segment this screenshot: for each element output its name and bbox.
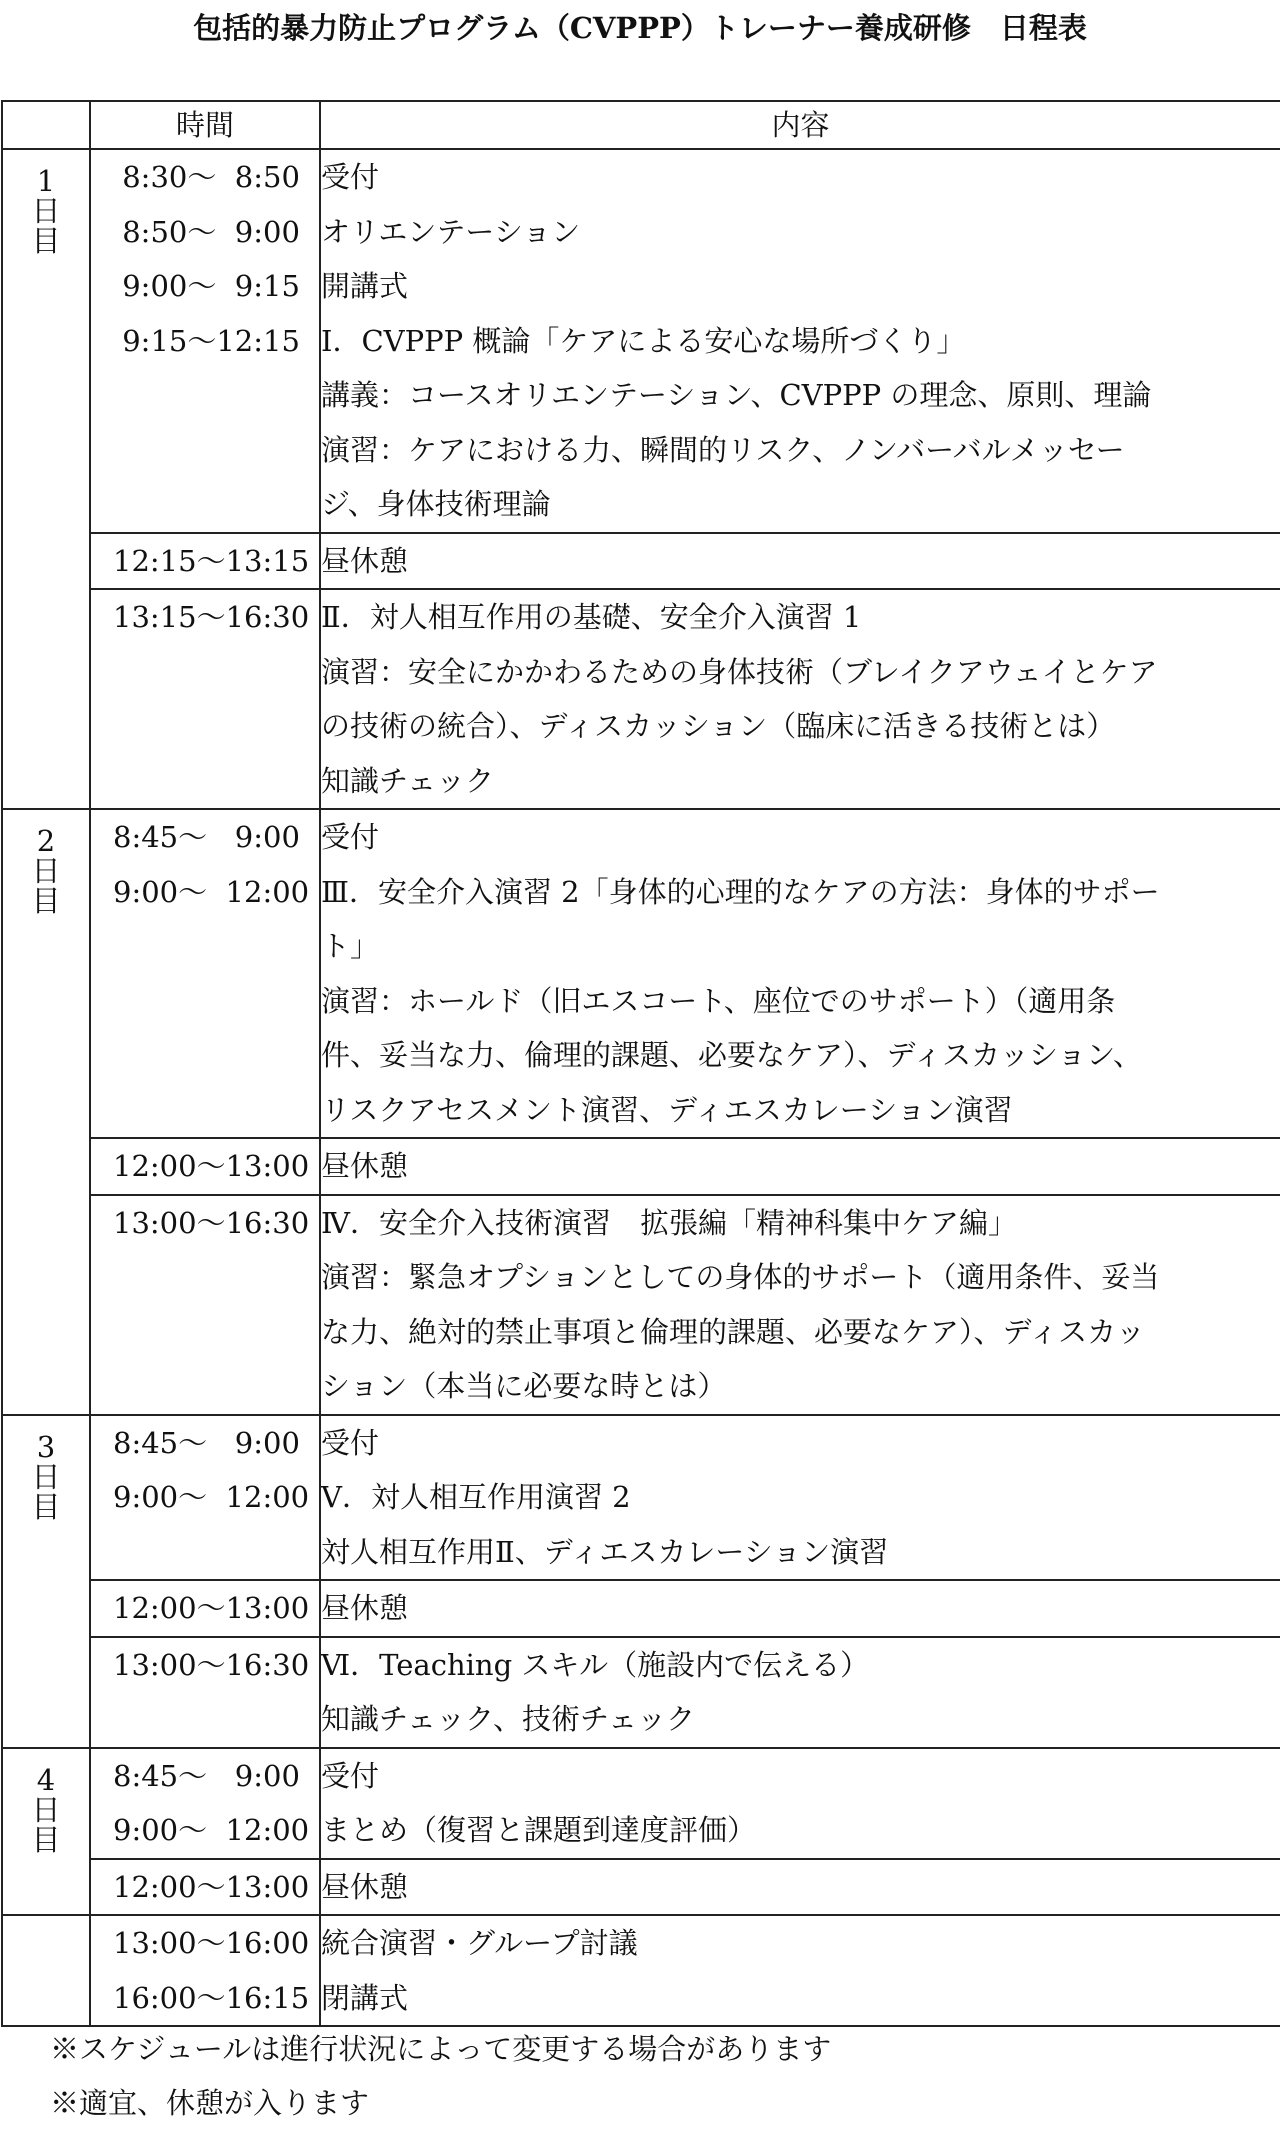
time-slot: 12:00〜13:00 (113, 1591, 310, 1625)
time-cell (90, 1637, 320, 1748)
content-line: 対人相互作用Ⅱ、ディエスカレーション演習 (321, 1534, 889, 1569)
schedule-row (2, 809, 1280, 1138)
time-slot: 8:50〜 9:00 (113, 214, 300, 249)
table-header-row (2, 101, 1280, 149)
time-slot: 12:00〜13:00 (113, 1149, 310, 1183)
time-slot: 13:00〜16:30 (113, 1647, 310, 1682)
content-line: 受付 (321, 1758, 380, 1793)
header-content: 内容 (320, 101, 1280, 149)
schedule-table (1, 100, 1280, 2027)
content-cell (320, 149, 1280, 533)
day-label-char: 目 (31, 1489, 61, 1524)
schedule-row (2, 1415, 1280, 1581)
content-line: 昼休憩 (321, 543, 409, 578)
content-line: 演習：安全にかかわるための身体技術（ブレイクアウェイとケア (321, 654, 1158, 689)
content-line: 昼休憩 (321, 1591, 409, 1625)
day-label-char: 日 (31, 1792, 61, 1827)
content-cell (320, 1859, 1280, 1916)
time-slot: 8:45〜 9:00 (113, 1425, 300, 1460)
content-line: Ⅰ．CVPPP 概論「ケアによる安心な場所づくり」 (321, 323, 966, 358)
content-line: 受付 (321, 820, 380, 854)
content-line: 件、妥当な力、倫理的課題、必要なケア）、ディスカッション、 (321, 1038, 1142, 1072)
time-cell (90, 809, 320, 1138)
content-line: な力、絶対的禁止事項と倫理的課題、必要なケア）、ディスカッ (321, 1314, 1145, 1349)
day-cell (2, 1415, 90, 1748)
content-line: 知識チェック (321, 763, 495, 798)
time-slot: 8:45〜 9:00 (113, 1758, 300, 1793)
day-cell (2, 149, 90, 809)
schedule-row (2, 589, 1280, 809)
day-label-char: 2 (36, 824, 56, 858)
content-cell (320, 1195, 1280, 1415)
schedule-row (2, 1915, 1280, 2026)
content-line: Ⅵ．Teaching スキル（施設内で伝える） (321, 1647, 870, 1682)
time-slot: 8:45〜 9:00 (113, 820, 300, 854)
content-line: Ⅱ．対人相互作用の基礎、安全介入演習 1 (321, 600, 862, 634)
content-line: の技術の統合）、ディスカッション（臨床に活きる技術とは） (321, 709, 1116, 743)
time-slot: 12:00〜13:00 (113, 1869, 310, 1904)
content-line: 受付 (321, 1425, 380, 1460)
content-line: リスクアセスメント演習、ディエスカレーション演習 (321, 1092, 1013, 1127)
schedule-row (2, 1859, 1280, 1916)
note-breaks: ※適宜、休憩が入ります (50, 2086, 370, 2120)
day-cell (2, 1915, 90, 2026)
content-cell (320, 589, 1280, 809)
day-label-char: 4 (36, 1762, 56, 1797)
content-cell (320, 1637, 1280, 1748)
time-slot: 12:15〜13:15 (113, 543, 310, 578)
day-cell (2, 809, 90, 1415)
time-slot: 9:00〜 12:00 (113, 874, 310, 909)
time-slot: 9:15〜12:15 (113, 323, 300, 358)
content-line: まとめ（復習と課題到達度評価） (321, 1813, 757, 1847)
content-line: 演習：ホールド（旧エスコート、座位でのサポート）（適用条 (321, 983, 1116, 1018)
time-cell (90, 589, 320, 809)
content-line: Ⅴ．対人相互作用演習 2 (321, 1480, 631, 1514)
time-cell (90, 149, 320, 533)
schedule-row (2, 1195, 1280, 1415)
schedule-row (2, 1580, 1280, 1637)
time-slot: 13:00〜16:00 (113, 1926, 310, 1960)
content-line: ジ、身体技術理論 (321, 487, 551, 521)
time-slot: 8:30〜 8:50 (113, 160, 300, 194)
time-cell (90, 533, 320, 590)
schedule-row (2, 533, 1280, 590)
content-line: ション（本当に必要な時とは） (321, 1369, 727, 1403)
day-label-char: 日 (31, 194, 61, 228)
content-cell (320, 1580, 1280, 1637)
content-line: 閉講式 (321, 1980, 409, 2015)
day-label-char: 目 (31, 1822, 61, 1857)
time-slot: 16:00〜16:15 (113, 1980, 310, 2015)
content-line: 開講式 (321, 269, 409, 303)
day-label-char: 1 (36, 164, 56, 198)
time-slot: 9:00〜 9:15 (113, 269, 300, 303)
time-cell (90, 1859, 320, 1916)
content-cell (320, 533, 1280, 590)
time-cell (90, 1915, 320, 2026)
content-line: 昼休憩 (321, 1869, 409, 1904)
time-slot: 13:00〜16:30 (113, 1205, 310, 1240)
content-line: ト」 (321, 929, 380, 963)
time-slot: 9:00〜 12:00 (113, 1480, 310, 1514)
schedule-body (2, 149, 1280, 2026)
notes (50, 2022, 831, 2130)
schedule-row (2, 1138, 1280, 1195)
day-label-char: 日 (31, 854, 61, 888)
time-slot: 9:00〜 12:00 (113, 1813, 310, 1847)
content-cell (320, 1748, 1280, 1859)
header-time: 時間 (90, 101, 320, 149)
time-cell (90, 1748, 320, 1859)
content-line: Ⅳ．安全介入技術演習 拡張編「精神科集中ケア編」 (321, 1205, 1017, 1240)
content-line: Ⅲ．安全介入演習 2「身体的心理的なケアの方法：身体的サポー (321, 874, 1160, 909)
day-label-char: 目 (31, 224, 61, 258)
day-label-char: 目 (31, 884, 61, 918)
content-cell (320, 809, 1280, 1138)
time-slot: 13:15〜16:30 (113, 600, 310, 634)
time-cell (90, 1415, 320, 1581)
page-title: 包括的暴力防止プログラム（CVPPP）トレーナー養成研修 日程表 (193, 11, 1087, 45)
day-label-char: 日 (31, 1459, 61, 1494)
time-cell (90, 1195, 320, 1415)
day-label-char: 3 (36, 1429, 56, 1464)
content-line: 統合演習・グループ討議 (321, 1926, 638, 1960)
content-line: 演習：緊急オプションとしての身体的サポート（適用条件、妥当 (321, 1260, 1160, 1294)
note-schedule-change: ※スケジュールは進行状況によって変更する場合があります (50, 2032, 832, 2066)
day-cell (2, 1748, 90, 1916)
time-cell (90, 1138, 320, 1195)
schedule-row (2, 149, 1280, 533)
content-line: 講義：コースオリエンテーション、CVPPP の理念、原則、理論 (321, 378, 1152, 412)
content-line: 昼休憩 (321, 1149, 409, 1183)
header-day (2, 101, 90, 149)
time-cell (90, 1580, 320, 1637)
content-cell (320, 1415, 1280, 1581)
content-line: 演習：ケアにおける力、瞬間的リスク、ノンバーバルメッセー (321, 432, 1125, 467)
content-cell (320, 1138, 1280, 1195)
content-line: 知識チェック、技術チェック (321, 1702, 696, 1736)
content-cell (320, 1915, 1280, 2026)
content-line: 受付 (321, 160, 380, 194)
schedule-row (2, 1637, 1280, 1748)
schedule-row (2, 1748, 1280, 1859)
content-line: オリエンテーション (321, 214, 581, 249)
